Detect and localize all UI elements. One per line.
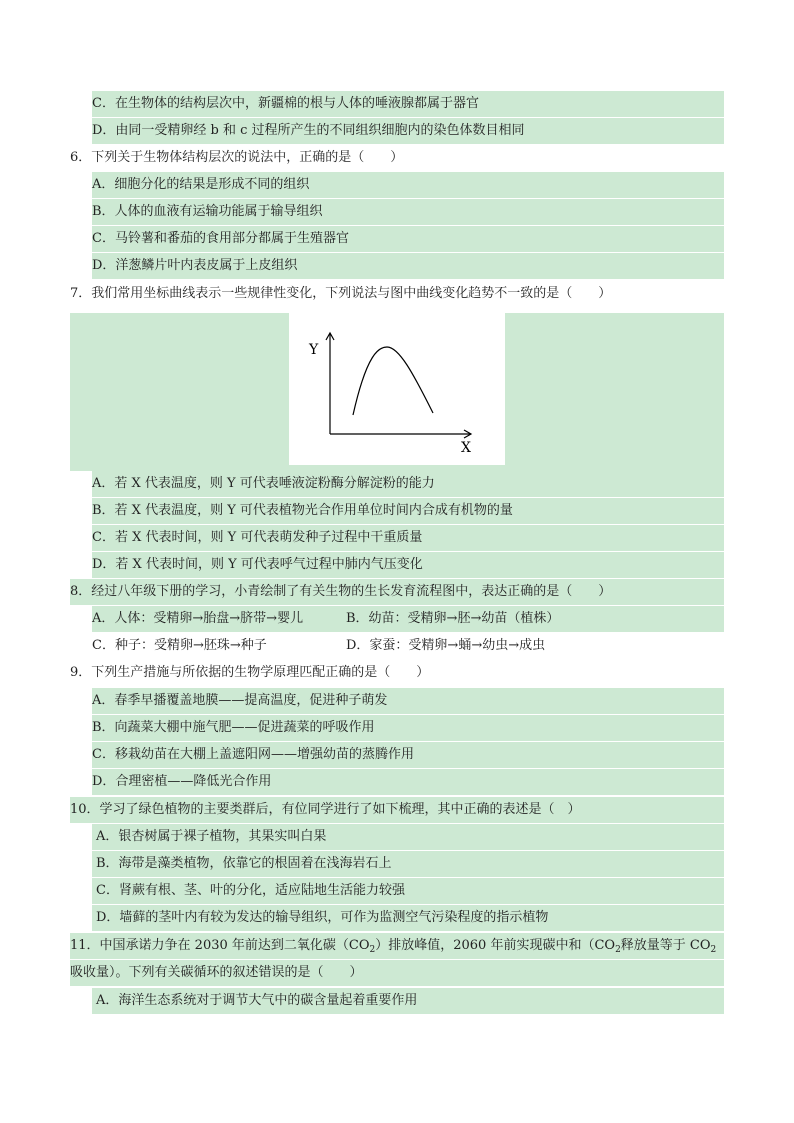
q10-option-b: B．海带是藻类植物，依靠它的根固着在浅海岩石上 (92, 851, 724, 877)
q11-option-a: A．海洋生态系统对于调节大气中的碳含量起着重要作用 (92, 988, 724, 1014)
q10-option-a: A．银杏树属于裸子植物，其果实叫白果 (92, 824, 724, 850)
q9-option-c: C．移栽幼苗在大棚上盖遮阳网——增强幼苗的蒸腾作用 (92, 742, 724, 768)
q11-stem-line1: 11．中国承诺力争在 2030 年前达到二氧化碳$(CO_2)$排放峰值，2060 年前实现碳中和（$CO_2$释放量等于 $CO_2$ (70, 933, 724, 959)
q7-stem: 7．我们常用坐标曲线表示一些规律性变化，下列说法与图中曲线变化趋势不一致的是（ ） (70, 286, 612, 301)
q6-option-a: A．细胞分化的结果是形成不同的组织 (92, 172, 724, 198)
q9-option-a: A．春季早播覆盖地膜——提高温度，促进种子萌发 (92, 688, 724, 714)
co2-subscript: 2 (369, 945, 376, 955)
q11-stem-line2: 吸收量）。下列有关碳循环的叙述错误的是（ ） (70, 960, 724, 986)
x-axis-label: X (461, 440, 471, 456)
q9-option-d: D．合理密植——降低光合作用 (92, 769, 724, 795)
q10-stem: 10．学习了绿色植物的主要类群后，有位同学进行了如下梳理，其中正确的表述是（ ） (70, 797, 724, 823)
q7-option-c: C．若 X 代表时间，则 Y 可代表萌发种子过程中干重质量 (92, 525, 724, 551)
q8-stem: 8．经过八年级下册的学习，小青绘制了有关生物的生长发育流程图中，表达正确的是（ ） (70, 579, 724, 605)
q7-figure (289, 313, 505, 465)
q6-stem: 6．下列关于生物体结构层次的说法中，正确的是（ ） (70, 150, 404, 165)
q5-option-c: C．在生物体的结构层次中，新疆棉的根与人体的唾液腺都属于器官 (92, 91, 724, 117)
co2-subscript: 2 (710, 945, 717, 955)
q9-option-b: B．向蔬菜大棚中施气肥——促进蔬菜的呼吸作用 (92, 715, 724, 741)
q8-options-cd (92, 633, 724, 659)
q8-option-a: A．人体：受精卵→胎盘→脐带→婴儿 (92, 611, 304, 626)
q6-option-c: C．马铃薯和番茄的食用部分都属于生殖器官 (92, 226, 724, 252)
bell-curve (353, 347, 433, 415)
q10-option-d: D．墙藓的茎叶内有较为发达的输导组织，可作为监测空气污染程度的指示植物 (92, 905, 724, 931)
q7-option-b: B．若 X 代表温度，则 Y 可代表植物光合作用单位时间内合成有机物的量 (92, 498, 724, 524)
q7-option-d: D．若 X 代表时间，则 Y 可代表呼气过程中肺内气压变化 (92, 552, 724, 578)
q8-option-b: B．幼苗：受精卵→胚→幼苗（植株） (346, 611, 560, 626)
q9-stem: 9．下列生产措施与所依据的生物学原理匹配正确的是（ ） (70, 665, 430, 680)
q8-option-d: D．家蚕：受精卵→蛹→幼虫→成虫 (346, 638, 546, 653)
q7-option-a: A．若 X 代表温度，则 Y 可代表唾液淀粉酶分解淀粉的能力 (92, 471, 724, 497)
q7-curve-graph (289, 313, 505, 465)
q6-option-d: D．洋葱鳞片叶内表皮属于上皮组织 (92, 253, 724, 279)
q8-options-ab (92, 606, 724, 632)
q8-option-c: C．种子：受精卵→胚珠→种子 (92, 638, 267, 653)
q10-option-c: C．肾蕨有根、茎、叶的分化，适应陆地生活能力较强 (92, 878, 724, 904)
co2-subscript: 2 (615, 945, 621, 955)
y-axis-label: Y (309, 342, 319, 358)
q5-option-d: D．由同一受精卵经 b 和 c 过程所产生的不同组织细胞内的染色体数目相同 (92, 118, 724, 144)
q6-option-b: B．人体的血液有运输功能属于输导组织 (92, 199, 724, 225)
